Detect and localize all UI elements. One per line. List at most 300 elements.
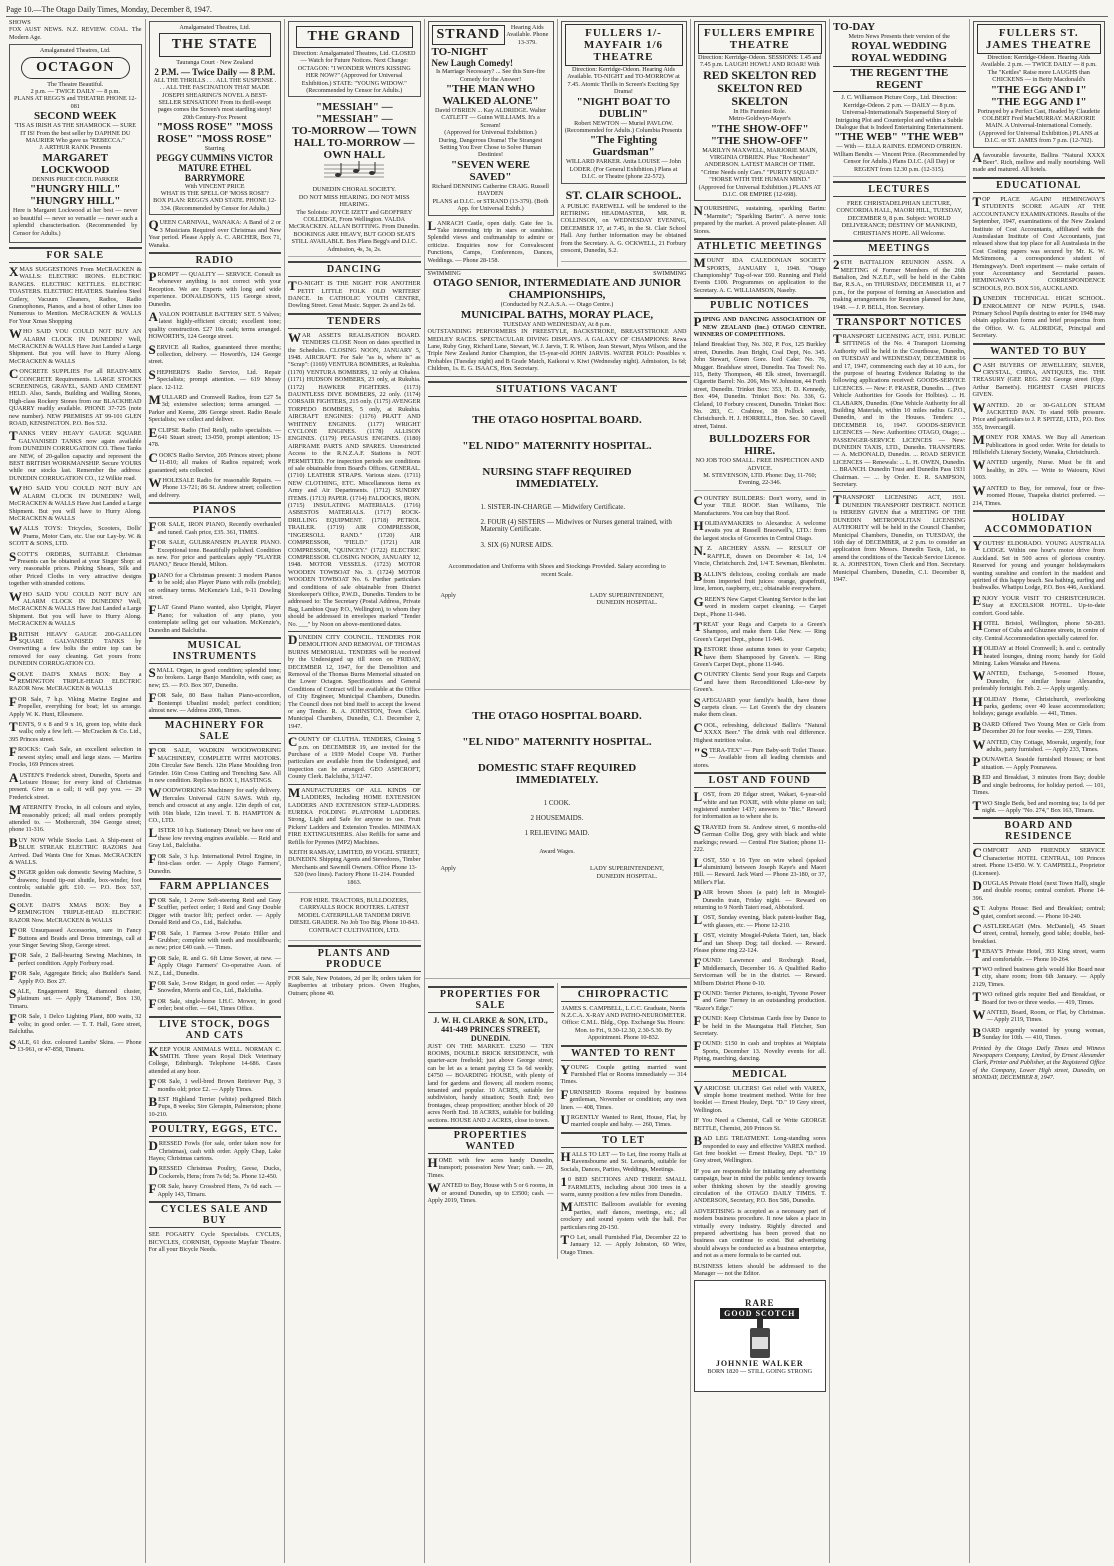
business-notice: BUSINESS letters should be addressed to the Manager — not the Editor.: [693, 1262, 826, 1277]
classified-ad: WANTED urgently, Nurse. Must be fit and healthy, in 20's. — Write to Waiouru, Kiwi 1003.: [972, 457, 1105, 482]
grand-logo: THE GRAND: [296, 26, 413, 48]
classified-ad: FOR Sale, 80 Bass Italian Piano-accordion, Bontempi Ubanlini model; perfect condition; almost new. — Address 2006, Times.: [148, 690, 281, 714]
classified-ad: MATERNITY Frocks, in all colours and styles, reasonably priced; all mail orders promptly attended to. — Mothercraft, 394 George street; phone 11-316.: [9, 802, 142, 834]
st-james-cast: Portrayed by a Perfect Cast, Headed by Claudette COLBERT Fred MacMURRAY. MARJORIE MAIN. A Universal-International Comedy. (Approved for Universal Exhibition.) PLANS at D.I.C. or ST. JAMES from 7 p.m. (12-702).: [977, 107, 1101, 145]
divider: [288, 784, 421, 785]
classified-ad: HOLIDAYMAKERS to Alexandra: A welcome awaits you at Russell Bracewell's, LTD.: from the largest stocks of Groceries in Central Otago.: [693, 518, 826, 542]
properties-wanted-list: [428, 1157, 554, 1204]
classified-ad: MULLARD and Cromwell Radios, from £27 5s 3d; extensive selection; terms arranged. — Parker and Keene, 286 George street. Radio Resale Specialists; we collect and deliver.: [148, 392, 281, 424]
classified-ad: BOARD urgently wanted by young woman, Sunday for 10th. — 410, Times.: [972, 1024, 1105, 1042]
octagon-sub: The Theatre Beautiful.: [47, 80, 104, 88]
column-5: [691, 19, 831, 1563]
domestic-required: DOMESTIC STAFF REQUIRED IMMEDIATELY.: [477, 761, 637, 786]
classified-ad: PAIR brown Shoes (a pair) left in Mosgiel-Dunedin train, Friday night. — Reward on returning to 9 North Taieri road, Abbotsford.: [693, 887, 826, 911]
classified-ad: WHOLESALE Radio for reasonable Repairs. — Phone 13-721; 86 St. Andrew street; collection and delivery.: [148, 475, 281, 499]
classified-ad: CASTLEREAGH (Mrs. McDaniel), 45 Stuart street, central, homely, good table; double, bed-breakfast.: [972, 920, 1105, 945]
strand-ad: [428, 21, 554, 216]
classified-ad: WANTED, Exchange, 5-roomed House, Dunedin, for similar house Alexandra, preferably fortnight. Feb. 2. — Apply urgently.: [972, 668, 1105, 693]
classified-ad: FOR Sale, single-horse I.H.C. Mower, in good order; best offer. — 641, Times Office.: [148, 995, 281, 1013]
classified-ad: CONCRETE SUPPLIES For all READY-MIX CONCRETE Requirements. LARGE STOCKS SCREENINGS, GRAVEL, SAND AND CEMENT HELD. Also, Sands, Building and Walling Stones, High-class Rockery Stones from our BLACKHEAD QUARRY readily available. PHONE 37-725 (note new number). NEW PREMISES AT 99-101 GLEN ROAD, KENSINGTON. P.O. Box 532.: [9, 366, 142, 428]
swimming-events: OUTSTANDING PERFORMERS IN FREESTYLE, BACKSTROKE, BREASTSTROKE AND MEDLEY RACES. SPECTACULAR DIVING DISPLAYS. A GALAXY OF CHAMPIONS: Rewa Lane, Ruby Gray, Richard Lane, Stewart, W. J. Jarvis, T. R. Wilson, Jean Stewart, Myra Wilson, and the Triple New Zealand Junior Champion, the 15-year-old JOHN JARVIS. WATER POLO: Possibles v. Probables (Tuesday night) and B Grade Match, Kaikorai v. Kiwi (Wednesday night). Admission, 1s 6d; Children, 1s. E. G. ISAACS, Hon. Secretary.: [427, 328, 687, 373]
lanrach-notice: LANRACH Castle, open daily. Gate fee 1s. Take interesting trip in stars or sunshine. Splendid views and craftmanship to admire or criticize. Enquiries now for Convalescent Functions, Camps, Conferences, Dances, Weddings. — Phone 28-158.: [427, 217, 554, 264]
octagon-intro: 'TIS AS IRISH AS THE SHAMROCK — SURE IT IS! From the best seller by DAPHNE DU MAURIER Who gave us "REBECCA.": [14, 122, 136, 145]
classified-ad: HOLIDAY Home, Christchurch, overlooking parks, gardens; over 40 lease accommodation; holidays; garage available. — 441, Times.: [972, 693, 1105, 718]
regent-ad: [833, 21, 966, 177]
octagon-blurb: Here is Margaret Lockwood at her best — never so beautiful — never so versatile — never such a splendid characterisation. (Recommended by Censor for Adults.): [13, 207, 138, 237]
state-ad: [149, 21, 282, 215]
strand-plans: PLANS at D.I.C. or STRAND (13-379). (Both App. for Universal Exhib.): [432, 197, 549, 213]
board-list: [972, 877, 1106, 1042]
public-notices-heading: PUBLIC NOTICES: [694, 297, 827, 313]
dancing-heading: DANCING: [288, 261, 421, 277]
mayfair-ad: [561, 21, 687, 184]
strand-hearing: Hearing Aids Available. Phone 13-379.: [506, 24, 549, 46]
classified-ad: DRESSED Christmas Poultry, Geese, Ducks, Cockerels, Hens; from 7s 6d; 5s. Phone 12-450.: [148, 1163, 281, 1180]
classified-ad: FOR Sale, 1 Delco Lighting Plant, 800 watts, 32 volts; in good order. — T. T. Hall, Gore street, Balclutha.: [9, 1011, 142, 1036]
classified-ad: YOUNG Couple getting married want Furnished Flat or Rooms immediately — 314 Times.: [560, 1061, 687, 1086]
rent-list: [560, 1061, 687, 1129]
swimming-venue: MUNICIPAL BATHS, MORAY PLACE,: [460, 308, 654, 321]
swimming-conducted: (Conducted by N.Z.A.S.A. — Otago Centre.): [500, 301, 614, 309]
cycles-ad: SEE FOGARTY Cycle Specialists. CYCLES, BICYCLES, CORNISH, Opposite Mayfair Theatre. For all your Bicycle Needs.: [148, 1231, 281, 1253]
classified-ad: FROCKS: Cash Sale, an excellent selection in newest styles; small and large sizes. — Martins Frocks, 169 Princes street.: [9, 744, 142, 769]
situations-heading: SITUATIONS VACANT: [428, 381, 687, 397]
classified-ad: WANTED to Buy, House with 5 or 6 rooms, in or around Dunedin, up to £3500; cash. — Apply 2019, Times.: [427, 1180, 554, 1205]
regent-name: THE REGENT THE REGENT: [833, 66, 966, 92]
empire-star: RED SKELTON RED SKELTON RED SKELTON: [703, 67, 817, 108]
classified-ad: GREEN'S New Carpet Cleaning Service is the last word in modern carpet cleaning. — Carpet Dept., Phone 11-946.: [693, 593, 826, 618]
classified-ad: FOUND: Lawrence and Roxburgh Road, Middlemarch, December 16. A Qualified Radio Serviceman will be in the district. — Reward. Milburn District Phone 0-10.: [693, 955, 826, 987]
classified-ad: COUNTRY BUILDERS: Don't worry, send in your TILE ROOF. Stan Williams, Tile Manufacturers. You can buy that Roof.: [693, 492, 826, 517]
messiah-bookings: BOOKINGS ARE HEAVY, BUT GOOD SEATS STILL AVAILABLE. Box Plans Begg's and D.I.C. Admission, 4s, 3s, 2s.: [291, 230, 417, 253]
strand-comedy-desc: Is Marriage Necessary? ... See this Sure-fire Comedy for the Answer!: [435, 68, 546, 83]
hotel-central-ad: COMFORT AND FRIENDLY SERVICE Characterise HOTEL CENTRAL, 100 Princes street. Phone 13-850. W. Y. CAMPBELL, Proprietor (Licensee).: [972, 845, 1105, 877]
classified-ad: FOR Sale, 1 2-row Soft-steering Reid and Gray Scuffler, perfect order; 1 Reid and Gray Double Digger with tractor lift; perfect order. — Apply Donald Reid and Co., Ltd., Balclutha.: [148, 894, 281, 927]
swimming-title: OTAGO SENIOR, INTERMEDIATE AND JUNIOR CHAMPIONSHIPS,: [432, 277, 682, 302]
classified-ad: FOUND: £150 in cash and trophies at Waipiata Sports, December 13. Novelty events for all. Piping, marching, dancing.: [693, 1038, 826, 1063]
choral-society: DUNEDIN CHORAL SOCIETY.: [312, 186, 396, 194]
classified-ad: SOLVE DAD'S XMAS BOX: Buy a REMINGTON TRIPLE-HEAD ELECTRIC RAZOR Now. McCRACKEN & WALLS: [9, 900, 142, 924]
columns: [6, 19, 1108, 1563]
divider: [288, 733, 421, 734]
wanted-to-buy-heading: WANTED TO BUY: [973, 343, 1106, 359]
holiday-heading: HOLIDAY ACCOMMODATION: [973, 510, 1106, 537]
hospital-board-1: THE OTAGO HOSPITAL BOARD.: [472, 413, 642, 426]
lost-found-list: [694, 791, 827, 1062]
classified-ad: FOR Sale, 1 Farmea 3-row Potato Hiller and Grubber; complete with teeth and mouldboards; as new; price £40 cash. — Times.: [148, 927, 281, 952]
properties-wanted-heading: PROPERTIES WANTED: [428, 1127, 554, 1154]
money-xmas-ad: MONEY FOR XMAS. We Buy all American Publications in good order. Write for details to Hillsfield's Literary Society, Wanaka, Christchurch.: [972, 432, 1105, 457]
advert-notice: IF you are responsible for initiating any advertising campaign, bear in mind the public tendency towards sober thinking shown by the steadily growing circulation of the OTAGO DAILY TIMES. T. ANDERSON, Secretary, P.O. Box 586, Dunedin.: [693, 1167, 826, 1205]
strand-film-title-2: "SEVEN WERE SAVED": [451, 158, 530, 183]
classified-ad: FOR Sale, 3-row Ridger, in good order. — Apply Snowden, Morris and Co., Ltd., Balclutha.: [148, 977, 281, 995]
classified-ad: DRESSED Fowls (for sale, order taken now for Christmas), cash with order. Apply Chap, Lake Hayes; Christmas cartons.: [148, 1138, 281, 1163]
theatre-company: Amalgamated Theatres, Ltd.: [39, 47, 111, 55]
empire-funniest: In His Funniest Role.: [733, 107, 787, 115]
classified-ad: FOR Unsurpassed Accessories, sure in Fancy Buttons and Braids and Dress trimmings, call at your Singer Sewing Shop, George street.: [9, 925, 142, 950]
poultry-list: [149, 1140, 282, 1198]
nursing-lady-super: LADY SUPERINTENDENT, DUNEDIN HOSPITAL.: [589, 592, 664, 607]
classified-ad: LOST, vicinity Mosgiel-Puketa Taieri, tan, black and tan Sheep Dog; tail docked. — Reward. Please phone ring 22-124.: [693, 930, 826, 954]
classified-ad: FOR Sale, 7 h.p. Viking Marine Engine and Propeller, everything for boat; let us arrange. Apply W. K. Hunt, Ellesmere.: [9, 693, 142, 718]
upper-pair: [425, 19, 690, 267]
war-assets-tender: WAR ASSETS REALISATION BOARD. TENDERS CLOSE Noon on dates specified in the Schedules. CLOSING NOON, JANUARY 5, 1948. AIRCRAFT. For Sale "as is, where is" as "Scrap": (1169) VENTURA BOMBERS, at Rukuhia. (1170) VENTURA BOMBERS, 12 only at Ohakea. (1171) HUDSON BOMBERS, 23 only, at Rukuhia. (1172) HAWKER FIGHTERS. (1173) DAUNTLESS DIVE BOMBERS, 22 only. (1174) CORSAIR FIGHTERS, 215 only. (1175) AVENGER TORPEDO BOMBERS, 5 only, at Rukuhia. AIRCRAFT ENGINES: (1176) PRATT AND WHITNEY ENGINES. (1177) WRIGHT CYCLONE ENGINES. (1178) ALLISON ENGINES. (1179) PEGASUS ENGINES. (1180) AIRFRAME PARTS AND SPARES. Unrestricted Access to the R.N.Z.A.F. Stations is NOT PERMITTED. For inspection periods see conditions of sale obtainable from Board's Offices. GENERAL. (1710) LEATHER STRAPS. Various sizes. (1711) NEW CLOTHING, ETC. Miscellaneous items ex Army and Air Departments. (1712) SUNDRY ITEMS. (1713) PAPER. (1714) FALDOCKS, IRON. (1715) INSULATING MATERIALS. (1716) ASBESTOS MATERIALS. (1717) ROCK-DRILLING EQUIPMENT. (1718) PETROL TRAILER. (1719) AIR COMPRESSOR, "INGERSOLL RAND." (1720) AIR COMPRESSOR, "FIELD." (1721) AIR COMPRESSOR, "QUINCEY." (1722) ELECTRIC COMPRESSOR. CLOSING NOON, JANUARY 12, 1948. MOTOR VESSELS. (1723) MOTOR WOODEN TOWBOAT No. 3. (1724) MOTOR WOODEN TOWBOAT No. 6. Further particulars and conditions of sale obtainable from District Storekeeper's Office, P.W.D., Dunedin. Tenders to be addressed to: The Secretary (Postal Address, Private Bag, Lambton Quay P.O., Wellington), to whom they should be addressed in envelopes marked "Tender No. ___" by Noon on above-mentioned dates.: [288, 329, 421, 628]
classified-ad: FOR Sale, R. and G. 6ft Lime Sower, at new. — Apply Otago Farmers' Co-operative Assn. of N.Z., Ltd., Dunedin.: [148, 952, 281, 977]
state-film-title: "MOSS ROSE" "MOSS ROSE" "MOSS ROSE": [156, 121, 273, 146]
classified-ad: WANTED to Buy, for removal, four or five-roomed House, Tuapeka district preferred. — 214, Times.: [972, 482, 1105, 507]
campbell-ad: JAMES S. CAMPBELL, L.C.C. Graduate, Norris N.Z.C.A. X-RAY AND PATHO-NEUROMETER. Office: C.M.L. Bldg., Opp. Exchange Sta. Hours: Mon. to Fri., 9.30-12.30, 2.30-5.30. By Appointment. Phone 10-832.: [561, 1004, 686, 1042]
classified-ad: BOARD Offered Two Young Men or Girls from December 20 for four weeks. — 239, Times.: [972, 718, 1105, 736]
classified-ad: HALLS TO LET — To Let, fine roomy Halls at Ravensbourne and St. Leonards, suitable for Socials, Dances, Parties, Weddings, Meetings.: [560, 1148, 687, 1173]
cycles-heading: CYCLES SALE AND BUY: [149, 1201, 282, 1228]
lectures-heading: LECTURES: [833, 181, 966, 197]
plants-ad: FOR Sale, New Potatoes, 2d per lb; orders taken for Raspberries at tributary prices. Owen Hughes, Outram; phone 40.: [288, 975, 421, 997]
musical-heading: MUSICAL INSTRUMENTS: [149, 637, 282, 664]
classified-ad: BRITISH HEAVY GAUGE 200-GALLON SQUARE GALVANISED TANKS by Overwriting a few bolts the entire top can be removed for easy cleaning. Get yours from: DUNEDIN CORRUGATION CO.: [9, 628, 142, 668]
domestic-lady-super: LADY SUPERINTENDENT, DUNEDIN HOSPITAL.: [589, 865, 664, 880]
classified-ad: FOUND: Keep Christmas Cards free by Dance to be held in the Maungatua Hall Fletcher, Sun Secretary.: [693, 1013, 826, 1038]
strand-logo: STRAND: [432, 25, 506, 45]
classified-ad: LOST, 550 x 16 Tyre on wire wheel (spoked aluminium) between Joseph Kaye's and Maori Hill. — Reward. Jack Ward — Phone 23-180, or 37, Miller's Flat.: [693, 854, 826, 886]
state-company: Amalgamated Theatres, Ltd.: [179, 24, 251, 31]
octagon-plans: PLANS AT REGG'S and THEATRE PHONE 12-081: [13, 95, 137, 110]
clutha-tender: COUNTY OF CLUTHA. TENDERS, Closing 5 p.m. on DECEMBER 19, are invited for the Purchase of a 1939 Model Coupe V8. Further particulars are available from the Undersigned, and inspection can be arranged. GEO ASHCROFT, County Clerk. Balclutha, 3/12/47.: [288, 734, 421, 781]
hemingway-ad: TOP PLACE AGAIN! HEMINGWAY'S STUDENTS SCORE AGAIN AT THE ACCOUNTANCY EXAMINATIONS. Results of the September, 1947, examinations of the New Zealand Institute of Cost Accountants, affiliated with the Australasian Institute of Cost Accountants, just released show that top place for all Australasia in the Cost Costing papers was secured by Mr. K. W. McSimmons, a correspondence student of Hemingway's. Don't experiment — make certain of your Accountancy and Secretarial passes. HEMINGWAY'S CORRESPONDENCE SCHOOLS, P.O. BOX 516, AUCKLAND.: [972, 193, 1105, 292]
el-nido-1: "EL NIDO" MATERNITY HOSPITAL.: [462, 439, 652, 452]
classified-ad: TANKS VERY HEAVY GAUGE SQUARE GALVANISED TANKS now again available from DUNEDIN CORRUGATION CO. These Tanks are NEW, of 20-gallon capacity and represent the BEST BRITISH WORKMANSHIP. Secure YOURS while our stocks last. Remember the address: DUNEDIN CORRUGATION CO., 12 Wilkie road.: [9, 428, 142, 482]
octagon-ad: [9, 44, 142, 243]
st-james-ad: [973, 21, 1106, 148]
octagon-star: MARGARET LOCKWOOD: [41, 151, 110, 176]
tolet-list: [560, 1148, 687, 1256]
classified-ad: FOR Sale, Aggregate Brick; also Builder's Sand. Apply P.O. Box 27.: [9, 968, 142, 985]
plants-heading: PLANTS AND PRODUCE: [288, 945, 421, 972]
classified-ad: SERVICE all Radios, guaranteed three months; collection, delivery. — Howorth's, 124 George street.: [148, 341, 281, 366]
classified-ad: SMALL Organ, in good condition; splendid tone; no brokers. Large Banjo Mandolin, with case; as new; £5. — P.O. Box 307, Dunedin.: [148, 664, 281, 689]
state-plans: BOX PLAN: REGG'S AND STATE. PHONE 12-334. (Recommended by Censor for Adults.): [153, 197, 277, 212]
list-item: 1 RELIEVING MAID.: [524, 829, 590, 838]
tenders-heading: TENDERS: [288, 313, 421, 329]
column-7: [970, 19, 1109, 1563]
classified-ad: WHO SAID YOU COULD NOT BUY AN ALARM CLOCK IN DUNEDIN? Well, McCRACKEN & WALLS Have Just Landed a Large Shipment. But you will have to Hurry Along. McCRACKEN & WALLS: [9, 588, 142, 628]
mayfair-cast: Robert NEWTON — Muriel PAVLOW. (Recommended for Adults.) Columbia Presents: [564, 119, 683, 135]
classified-ad: N.Z. ARCHERY ASSN. — RESULT OF RAFFLE, drawn on December 4: 1st, 1/4 Vincie, Christchurch. 2nd, 1/4 T. Sewman, Blenheim.: [693, 543, 826, 568]
classified-ad: MAJESTIC Ballroom available for evening parties, staff dances, meetings, etc.; all crockery and sound system with the hall. For particulars ring 20-150.: [560, 1199, 687, 1231]
swimming-left: SWIMMING: [427, 269, 461, 277]
classified-ad: FOUND: Terrier Pictures, to-night, Tyvone Power and Gene Tierney in an outstanding production. "Razor's Edge.": [693, 988, 826, 1012]
eldorado-ad: YOUTHS' ELDORADO. YOUNG AUSTRALIA LODGE. Within one hour's motor drive from Auckland. Set in 500 acres of glorious country. Reserved for young and younger holidaymakers wanting sunshine and comfort in the maddest and spirited of this happy beach. Sea bathing, surfing and bushwalks. Whatipu Lodge, P.O. Box 446, Auckland.: [972, 537, 1105, 592]
regent-cast: — With — ELLA RAINES. EDMOND O'BRIEN. William Bendix — Vincent Price. (Recommended by Censor for Adults.) Plans D.I.C. (All Day) or REGENT from 12.30 p.m. (12-315).: [833, 143, 966, 173]
transport-heading: TRANSPORT NOTICES: [833, 314, 966, 330]
musical-list: [148, 664, 282, 714]
column-4-5: [425, 19, 691, 1563]
educational-heading: EDUCATIONAL: [973, 177, 1106, 193]
regent-metro: Metro News Presents their version of the: [848, 33, 950, 40]
keith-ramsay-ad: [288, 849, 421, 893]
regent-today: TO-DAY: [833, 21, 876, 33]
classified-ad: FOR Sale, 1 well-bred Brown Retriever Pup, 3 months old; price £2. — Apply Times.: [148, 1076, 281, 1093]
mayfair-logo: FULLERS 1/- MAYFAIR 1/6 THEATRE: [565, 24, 683, 66]
octagon-times: 2 p.m. — TWICE DAILY — 8 p.m.: [30, 88, 120, 96]
column-4b-bottom: [557, 983, 687, 1260]
classified-ad: FOR SALE, GULBRANSEN PLAYER PIANO. Exceptional tone. Beautifully polished. Condition as new. For price and particulars apply "PLAYER PIANO," Bruce Herald, Milton.: [148, 537, 281, 569]
classified-ad: FURNISHED Rooms required by business gentleman, November or condition; any own linen. — 408, Times.: [560, 1086, 687, 1111]
column-2: [146, 19, 286, 1563]
hospital-domestic-ad: [425, 694, 690, 979]
piping-winners: Inland Breakfast Tray, No. 302, P. Fox, 125 Burkley street, Dunedin. Jean Bright, Coal Dept, No. 345. John Stewart, Green Gore. Iced Cake: No. 76, Mugger. Bradshaw street, Dunedin. Tea Towel: No. 115, Betty Thompson, 48 Elk street, Invercargill. Cigarette Barrel: No. 206, Mrs W. Johnston, 44 Forth street, Dunedin. Trinket Box: 353, H. D. Kennedy, Box 494, Dunedin. Trinket Box: No. 336, G. Cleland, 10 Forbury crescent, Dunedin. Trinket Box: No. 283, C. Crabtree, 38 Pollock street, Christchurch. H. J. HORRELL, Hon. Sec. 30 Cavell street, Tainui.: [693, 341, 826, 430]
holiday-list: [972, 617, 1106, 814]
strand-cast: David O'BRIEN ... Kay ALDRIDGE. Walter CATLETT — Guinn WILLIAMS. It's a Scream!: [435, 107, 546, 129]
list-item: 3. SIX (6) NURSE AIDS.: [480, 540, 553, 549]
divider: [288, 631, 421, 632]
lower-pair: [425, 983, 690, 1260]
list-item: 1 COOK.: [543, 798, 571, 807]
classified-ad: WANTED, Board, Room, or Flat, by Christmas. — Apply 2119, Times.: [972, 1007, 1105, 1024]
music-notes-icon: [324, 161, 384, 181]
swimming-date: TUESDAY AND WEDNESDAY, At 8 p.m.: [502, 320, 612, 328]
printer-imprint: Printed by the Otago Daily Times and Witness Newspapers Company, Limited, by Ernest Alexander Clark, Printer and Publisher, at the Registered Office of the Company, Lower High street, Dunedin, on MONDAY, DECEMBER 8, 1947.: [972, 1044, 1105, 1082]
messiah-miss: DO NOT MISS HEARING. DO NOT MISS HEARING.: [298, 193, 410, 209]
column-3: [285, 19, 425, 1563]
machinery-list: [149, 747, 282, 875]
meetings-heading: MEETINGS: [833, 240, 966, 256]
classified-ad: TWO Single Beds, bed and morning tea; 1s 6d per night. — Apply "No. 274," Box 163, Timaru.: [972, 797, 1105, 814]
list-item: 2 HOUSEMAIDS.: [530, 814, 584, 822]
bulldozer-sub: NO JOB TOO SMALL. FREE INSPECTION AND ADVICE.: [695, 457, 825, 472]
messiah-tomorrow: TO-MORROW — TOWN HALL TO-MORROW — OWN HALL: [292, 125, 417, 162]
poultry-heading: POULTRY, EGGS, ETC.: [149, 1121, 282, 1137]
classified-ad: RESTORE those autumn tones to your Carpets; have them Shampooed by Green's. — Ring Green's Carpet Dept., phone 11-946.: [693, 644, 826, 668]
column-4b-top: [557, 19, 687, 267]
state-starring: Starring: [204, 145, 225, 153]
column-4-bottom: [428, 983, 554, 1260]
bulldozer-title: BULLDOZERS FOR HIRE.: [709, 433, 811, 458]
octagon-presenter: J. ARTHUR RANK Presents: [39, 144, 111, 152]
for-sale-list: [9, 263, 142, 1053]
scotch-label: GOOD SCOTCH: [720, 1308, 799, 1319]
lost-found-heading: LOST AND FOUND: [694, 772, 827, 788]
st-clair-text: A PUBLIC FAREWELL will be tendered to the RETIRING HEADMASTER, MR. R. COLLINSON, on WEDNESDAY EVENING, DECEMBER 17, at 7.45, in the St. Clair School Hall. Any further information may be obtained from the Secretary. A. G. OCKWELL, 21 Forbury crescent, Dunedin, S.2.: [560, 202, 687, 255]
domestic-posts: [441, 800, 674, 838]
pianos-heading: PIANOS: [149, 502, 282, 518]
clarke-name: J. W. H. CLARKE & SON, LTD., 441-449 PRINCES STREET, DUNEDIN.: [433, 1015, 548, 1043]
octagon-film-title: "HUNGRY HILL" "HUNGRY HILL": [29, 183, 121, 208]
classified-ad: WOODWORKING Machinery for early delivery. Hercules Universal GUN SAWS. With rip, trench and crosscut at any angle. 12in depth of cut, with 16in blade, 12in travel. T. B. HAMPTON & CO., LTD.: [148, 785, 281, 825]
classified-ad: ST. Aubyns House: Bed and Breakfast; central; quiet, comfort second. — Phone 10-240.: [972, 903, 1105, 920]
classified-ad: SALE, Engagement Ring, diamond cluster, platinum set. — Apply 'Diamond', Box 130, Timaru.: [9, 986, 142, 1010]
hospital-board-2: THE OTAGO HOSPITAL BOARD.: [472, 709, 642, 722]
classified-ad: WALLS TOYS: Tricycles, Scooters, Dolls' Prams, Motor Cars, etc. Use our Lay-by. W. & SCOTT & SONS, LTD.: [9, 523, 142, 548]
johnnie-walker-brand: JOHNNIE WALKER: [715, 1358, 804, 1368]
ballins-ad: Afavourable favourite, Ballins "Natural XXXX Beer". Rich, mellow and really nourishing. Well made and matured. All hotels.: [972, 149, 1105, 174]
machinery-heading: MACHINERY FOR SALE: [149, 717, 282, 744]
classified-ad: LOST, from 20 Edgar street, Wakari, 6-year-old white and tan FOXIE, with white plume on tail; registered number 1437; answers to "Bic." Reward for information as to where she is.: [693, 789, 826, 821]
classified-ad: COUNTRY Clients: Send your Rugs and Carpets and have them Reconditioned Like-new by Green's.: [693, 669, 826, 694]
classified-ad: SINGER golden oak domestic Sewing Machine, 5 drawers; found tip-out shuttle, box-winder, foot controls; suitable gift. £10. — P.O. Box 537, Dunedin.: [9, 867, 142, 899]
state-with: With VINCENT PRICE: [184, 182, 245, 190]
state-stars: PEGGY CUMMINS VICTOR MATURE ETHEL BARRYMORE: [156, 152, 274, 183]
classified-ad: STRAYED from St. Andrew street, 6 months-old German Collie Dog, grey with black and white markings; reward. — Central Fire Station; phone 11-222.: [693, 821, 826, 854]
messiah-ad: [288, 101, 421, 257]
classified-ad: URGENTLY Wanted to Rent, House, Flat, by married couple and baby. — 260, Times.: [560, 1112, 687, 1129]
whisky-bottle-icon: [747, 1319, 773, 1359]
grand-ad: [288, 21, 421, 97]
classified-ad: FOR SALE, WADKIN WOODWORKING MACHINERY, COMPLETE WITH MOTORS. 20in Circular Saw Bench. 12in Plane Moulding Iron Grinder. 16in Cross Cutting and Trenching Saw. All in new condition. Replies to BOX 1, HASTINGS.: [148, 745, 281, 785]
classified-ad: WHO SAID YOU COULD NOT BUY AN ALARM CLOCK IN DUNEDIN? Well, McCRACKEN & WALLS Have Just Landed a Large Shipment. But you will have to Hurry Along. McCRACKEN & WALLS: [9, 483, 142, 522]
empire-mgm: Metro-Goldwyn-Mayer's: [728, 115, 791, 123]
classified-ad: WHO SAID YOU COULD NOT BUY AN ALARM CLOCK IN DUNEDIN? Well, McCRACKEN & WALLS Have Just Landed a Large Shipment. But you will have to Hurry Along. McCRACKEN & WALLS: [9, 326, 142, 365]
classified-ad: POUNAWEA Seaside furnished Houses; or best situation. — Apply Pounawea.: [972, 754, 1105, 771]
st-clair-title: ST. CLAIR SCHOOL.: [565, 187, 682, 202]
classified-ad: SAFEGUARD your family's health, have those carpets clean. — Let Green's the dry cleaners make them clean.: [693, 694, 826, 719]
strand-approved: (Approved for Universal Exhibition.): [444, 129, 537, 137]
column-4-top: [428, 19, 554, 267]
mayfair-direction: Direction: Kerridge-Odeon. Hearing Aids Available. TO-NIGHT and TO-MORROW at 7.45. Atomic Thrills in Screen's Exciting Spy Drama!: [567, 66, 680, 96]
classified-ad: DOUGLAS Private Hotel (next Town Hall), single and double rooms; central comfort. Phone 14-396.: [972, 877, 1105, 902]
messiah-title: "MESSIAH" — "MESSIAH" —: [315, 101, 393, 126]
public-notices-list: [693, 492, 827, 769]
athletic-heading: ATHLETIC MEETINGS: [694, 238, 827, 254]
classified-ad: BUY NOW While Stocks Last. A Ship-ment of BLUE STREAK ELECTRIC RAZORS Just Arrived. Dad Wants One for Xmas. McCRACKEN & WALLS.: [9, 834, 142, 866]
farm-heading: FARM APPLIANCES: [149, 878, 282, 894]
column-1: [6, 19, 146, 1563]
newsreel-list: FOX AUST NEWS. N.Z. REVIEW. COAL. The Modern Age.: [9, 26, 142, 41]
nursing-posts: [441, 504, 674, 550]
st-james-logo: FULLERS ST. JAMES THEATRE: [977, 24, 1102, 54]
nourish-ad: NOURISHING, sustaining, sparkling Barim: "Marmite"; "Sparkling Barim". A nerve tonic prepared by the market. A proved palate-pleaser. All Stores.: [693, 203, 826, 235]
rent-heading: WANTED TO RENT: [561, 1045, 687, 1061]
classified-ad: 10 BED SECTIONS AND THREE SMALL FARMLETS, including about 300 trees in a warm, sunny position a few miles from Dunedin.: [560, 1174, 687, 1198]
mayfair-cast-2: WILLARD PARKER. Anita LOUISE — John LODER. (For General Exhibition.) Plans at D.I.C. or Theatre (phone 22-572).: [566, 158, 681, 181]
classified-ad: SCOTT'S ORDERS, SUITABLE Christmas Presents can be obtained at your Singer Shop: at very reasonable prices. Pinking Shears, Silk and other Priced Cloths in very attractive designs together with stranded cottons.: [9, 548, 142, 588]
classified-ad: HOLIDAY at Hotel Cromwell; h. and c. centrally heated lounges, dining room; handy for Gold Mining. Lakes Wanaka and Hawea.: [972, 643, 1105, 667]
nursing-apply: Apply: [440, 592, 456, 600]
octagon-cast: DENNIS PRICE CECIL PARKER: [32, 175, 119, 183]
empire-film-title: "THE SHOW-OFF" "THE SHOW-OFF": [710, 122, 809, 147]
classified-ad: BEST Highland Terrier (white) pedigreed Bitch Pups, 8 weeks; Sire Glenspin, Palmerston; phone 10-210.: [148, 1094, 281, 1118]
st-james-film-title: "THE EGG AND I" "THE EGG AND I": [990, 83, 1087, 108]
classified-ad: HOTEL Bristol, Wellington, phone 50-283. Corner of Cuba and Ghuznee streets, in centre of city. Central Accommodation specially catered for.: [972, 617, 1105, 642]
list-item: 2. FOUR (4) SISTERS — Midwives or Nurses general trained, with Maternity Certificate.: [480, 518, 672, 534]
state-tag: WHAT IS THE SPELL OF 'MOSS ROSE'?: [160, 190, 269, 198]
mount-ida-ad: MOUNT IDA CALEDONIAN SOCIETY SPORTS, JANUARY 1, 1948. "Otago Championship" Tug-of-war £60. Running and Field Events £100. Programmes on application to the Secretary. A. C. WILLIAMSON, Naseby.: [693, 255, 826, 294]
classified-ad: WANTED, City Cottage, Moeraki, urgently, four adults, party furnished. — Apply 233, Times.: [972, 736, 1105, 754]
state-logo: THE STATE: [159, 33, 272, 57]
strand-film-title: "THE MAN WHO WALKED ALONE": [442, 83, 539, 108]
for-sale-heading: FOR SALE: [9, 247, 142, 263]
divider: [833, 491, 966, 492]
strand-drama: During, Dangerous Drama! The Strangest Setting You Ever Chose to Solve Human Destinies!: [438, 136, 543, 159]
radio-list: [148, 268, 282, 499]
classified-ad: PIANO for a Christmas present: 3 modern Pianos to be sold; also Player Piano with rolls (mobile); on ordinary terms. McKenzie's Ltd., 9-11 Dowling street.: [148, 569, 281, 601]
transport-licensing: TRANSPORT LICENSING ACT, 1931. PUBLIC SITTINGS of the No. 4 Transport Licensing Authority will be held in the Courthouse, Dunedin, on TUESDAY and WEDNESDAY, DECEMBER 16 and 17, 1947, commencing each day at 10 a.m., for the purpose of hearing Evidence Relating to the following applications received: GOODS-SERVICE LICENCES. — New: F. FRASER, Dunedin. ... (Two Vehicle Authorities for Goods for Holbies). ... H. CLABARN, Dunedin. (One Vehicle Authority for all Building Materials, within 10 miles radius G.P.O., Dunedin, and in the Houses. Tenders: ... DECEMBER 16, 1947. GOODS-SERVICE LICENCES — New: Authorities: OTAGO, Otago; ... PASSENGER-SERVICE LICENCES — New: DUNEDIN TAXIS, LTD., Dunedin. TRANSFERS. — A. McDONALD, Dunedin. ... ROAD SERVICE LICENCES — Renewals: ... L. H. OWEN, Dunedin. ... BRANCH. Dunedin Trust and Dunedin Pass 1931 Chairman. — ... by Order. E. R. SAMPSON, Secretary.: [833, 330, 966, 489]
varicose-ad: VARICOSE ULCERS! Get relief with VAREX, simple home treatment method. Write for free booklet — Ernest Healey, Dept. "D." 19 Grey street, Wellington.: [693, 1082, 826, 1114]
farm-list: [148, 894, 282, 1013]
city-council-tender: DUNEDIN CITY COUNCIL. TENDERS FOR DEMOLITION AND REMOVAL OF THOMAS BURNS MEMORIAL. TENDERS will be received by the Undersigned up till noon on FRIDAY, DECEMBER 12, 1947, for the Demolition and Removal of the Thomas Burns Memorial situated on the Lower Octagon. Specifications and General Conditions of Contract will be available at the Office of City Engineer, Municipal Chambers, Dunedin. The Council does not bind itself to accept the lowest or any Tender. R. A. JOHNSTON, Town Clerk. Municipal Chambers, Dunedin, C.1. December 2, 1947.: [288, 631, 421, 730]
state-places: Tauranga Court · New Zealand: [176, 59, 254, 67]
classified-ad: TWO refined business girls would like Board near city, share room; from 6th January. — Apply 2129, Times.: [972, 964, 1105, 988]
cash-buyers-ad: CASH BUYERS OF JEWELLERY, SILVER, CRYSTAL, CHINA, ANTIQUES, Etc. THE TREASURY (GEE REG. 292 George street (Opp. Arthur Barnett's). HIGHEST CASH PRICES GIVEN.: [972, 359, 1105, 399]
classified-ad: FOR SALE, IRON PIANO, Recently overhauled and tuned. Cash price, £35. 361, TIMES.: [148, 519, 281, 536]
classified-ad: BALLIN'S delicious, cooling cordials are made from imported fruit juices: orange, grapefruit, lime, lemon, raspberry, etc.; obtainable everywhere.: [693, 568, 826, 593]
keith-ramsay-text: KEITH RAMSAY, LIMITED, 89 VOGEL STREET, DUNEDIN. Shipping Agents and Stevedores, Timber Merchants and Sawmill Owners. Office Phone 13-520 (two lines). Factory Phone 11-214. Founded 1863.: [288, 848, 421, 886]
rare-label: RARE: [744, 1297, 775, 1308]
page-header: Page 10.—The Otago Daily Times, Monday, December 8, 1947.: [6, 4, 1108, 17]
pianos-list: [149, 521, 282, 634]
classified-ad: SHEPHERD'S Radio Service, Ltd. Repair Specialists; prompt attention. — 619 Moray place. 12-112.: [148, 366, 281, 391]
state-intro: ALL THE THRILLS . . . ALL THE SUSPENSE . . . ALL THE FASCINATION THAT MADE JOSEPH SHEARING'S NOVEL A BEST-SELLER SENSATION! From its thrill-swept pages comes the Screen's most startling story! 20th Century-Fox Present: [153, 76, 277, 121]
classified-ad: FOR Sale, heavy Crossbred Hens, 7s 6d each. — Apply 143, Timaru.: [148, 1181, 281, 1198]
strand-comedy: New Laugh Comedy!: [431, 58, 514, 69]
classified-ad: LISTER 10 h.p. Stationary Diesel; we have one of these low revving engines available. — Reid and Gray Ltd., Balclutha.: [148, 825, 281, 850]
classified-ad: TENTS, 9 x 8 and 9 x 16, green top, white duck walls; only a few left. — McCracken & Co. Ltd., 395 Princes street.: [9, 719, 142, 743]
board-heading: BOARD AND RESIDENCE: [973, 817, 1106, 844]
excelsior-ad: ENJOY YOUR VISIT TO CHRISTCHURCH. Stay at EXCELSIOR HOTEL. Up-to-date comfort. Good table.: [972, 592, 1105, 617]
advertising-notice: ADVERTISING is accepted as a necessary part of modern business procedure. It now takes a place in virtually every industry. Rightly directed and prepared advertising has been proved that no business can continue to exist. But advertising should always be conducted as a business enterprise, and not as a mere formula to be carried out.: [693, 1207, 826, 1260]
classified-ad: BED and Breakfast, 3 minutes from Bay; double and single bedrooms, for holiday period. — 101, Times.: [972, 772, 1105, 797]
clarke-listings: JUST ON THE MARKET. £3250 — TEN ROOMS, DOUBLE BRICK RESIDENCE, with quarter-acre freehold; just above George street; can be let as a tenant paying £3 5s 6d weekly. £4750 — BOARDING HOUSE, with plenty of land for gardens and flowers; all modern rooms; tenanted and popular. 10 ACRES, suitable for subdivision, handy situation; South End; two frontages, cheap proposition; another block of 20 acres North End. 18 ACRES, suitable for building sections. HOUSE AND 2 ACRES, close to town.: [427, 1042, 554, 1124]
messiah-soloists: The Soloists: JOYCE IZETT and GEOFFREY COLLEDGE, From Wellington. VALDA McCRACKEN. ALLAN BOTTING. From Dunedin.: [288, 208, 420, 231]
carnival-notice: QUEEN CARNIVAL, WANAKA: A Band of 2 or 3 Musicians Required over Christmas and New Year period. Please Apply A. C. ARCHER, Box 71, Wanaka.: [148, 217, 281, 249]
regent-film-title: "THE WEB" "THE WEB": [834, 131, 965, 144]
classified-ad: "STERA-TEX" — Pure Baby-soft Toilet Tissue. — Available from all leading chemists and stores.: [693, 745, 826, 769]
born-label: BORN 1820 — STILL GOING STRONG: [707, 1367, 813, 1375]
octagon-second-week: SECOND WEEK: [33, 110, 117, 123]
hospital-nursing-ad: [425, 400, 690, 690]
classified-ad: AVALON PORTABLE BATTERY SET. 5 Valves; latest highly-efficient circuit; excellent tone; quality construction. £27 10s cash; terms arranged. HOWORTH'S, 124 George street.: [148, 308, 281, 341]
swimming-ad: [425, 269, 690, 377]
livestock-heading: LIVE STOCK, DOGS AND CATS: [149, 1016, 282, 1043]
radio-heading: RADIO: [149, 252, 282, 268]
livestock-list: [148, 1043, 282, 1119]
mayfair-film-title-2: "The Fighting Guardsman": [590, 134, 657, 159]
classified-ad: TEBAY'S Private Hotel, 393 King street, warm and comfortable. — Phone 10-264.: [972, 946, 1105, 963]
domestic-apply: Apply: [440, 865, 456, 873]
classified-ad: COOL, refreshing, delicious! Ballin's "Natural XXXX Beer." The drink with real difference. Highest nutrition value.: [693, 719, 826, 744]
state-times: 2 P.M. — Twice Daily — 8 P.M.: [154, 66, 276, 77]
dancing-ad: TO-NIGHT IS THE NIGHT FOR ANOTHER PETIT LITTLE FOLK OLD WRITERS' DANCE. In CATHOLIC YOUTH CENTRE, Dowling Street. Great Music. Supper. 2s and 2s 6d.: [288, 278, 421, 310]
classified-ad: HOME with few acres handy Dunedin, transport; possession New Year; cash. — 28, Times.: [427, 1155, 554, 1179]
octagon-logo: OCTAGON: [21, 57, 130, 79]
classified-ad: FLAT Grand Piano wanted, also Upright, Player Piano; for valuation of any piano, you contemplate selling get our valuation. McKenzie's, Dunedin and Balclutha.: [148, 602, 281, 634]
classified-ad: SALE, 61 doz. coloured Lambs' Skins. — Phone 13-961, or 47-858, Timaru.: [9, 1036, 142, 1053]
classified-ad: AUSTEN'S Frederick street, Dunedin, Sports and Leisure House; for every kind of Christmas present. Give us a call; it will pay you. — 29 Frederick street.: [9, 769, 142, 801]
medical-heading: MEDICAL: [694, 1066, 827, 1082]
empire-ad: [694, 21, 827, 201]
steam-pan-ad: WANTED. 20 or 30-GALLON STEAM JACKETED PAN. To stand 90lb pressure. Price and particulars to J. P. SPITZE, LTD., P.O. Box 355, Invercargill.: [972, 399, 1105, 431]
nursing-required: NURSING STAFF REQUIRED IMMEDIATELY.: [482, 465, 632, 490]
award-wages: Award Wages.: [539, 847, 575, 855]
lecture-ad: FREE CHRISTADELPHIAN LECTURE, CONCORDIA HALL, MAORI HILL, TUESDAY, DECEMBER 9, 8 p.m. Subject: WORLD DELIVERANCE; DESTINY OF MANKIND, CHRISTIAN'S HOPE. All Welcome.: [836, 200, 963, 237]
classified-ad: SOLVE DAD'S XMAS BOX: Buy a REMINGTON TRIPLE-HEAD ELECTRIC RAZOR Now. McCRACKEN & WALLS: [9, 668, 142, 693]
swimming-right: SWIMMING: [653, 269, 687, 277]
classified-ad: TREAT your Rugs and Carpets to a Green's Shampoo, and make them Like New. — Ring Green's Carpet Dept., phone 11-946.: [693, 618, 826, 643]
bulldozer-ad: [694, 433, 827, 491]
st-clair-notice: [561, 188, 687, 262]
classified-ad: FOR Sale, 2 Ball-bearing Sewing Machines, in perfect condition. Apply Forbury road.: [9, 950, 142, 967]
strand-cast-2: Richard DENNING Catherine CRAIG. Russell HAYDEN: [431, 182, 550, 198]
hire-text: FOR HIRE. TRACTORS, BULLDOZERS, CARRYALLS ROCK ROOTERS. LATEST MODEL CATERPILLAR TANDEM DRIVE DIESEL GRADER. No Job Too Big. Phone 10-843. CONTRACT CULTIVATION, LTD.: [289, 896, 419, 934]
classified-ad: ECLIPSE Radio (Ted Reid), radio specialists. — 641 Stuart street; 13-050, prompt attention; 13-478.: [148, 424, 281, 449]
royal-wedding: ROYAL WEDDING ROYAL WEDDING: [851, 40, 948, 65]
column-6: [830, 19, 970, 1563]
regent-universal: Universal-International's Suspenseful Story of Intriguing Plot and Counterplot and within a Subtle Dialogue that is Indeed Entertaining Entertainment.: [835, 109, 964, 132]
hire-ad: [288, 897, 421, 941]
classified-ad: TWO refined girls require Bed and Breakfast, or Board for two or three weeks. — 419, Times.: [972, 989, 1105, 1006]
johnnie-walker-ad: [694, 1280, 827, 1392]
classified-ad: PROMPT — QUALITY — SERVICE. Consult us whenever anything is not correct with your Reception. We are Experts with long and wide experience. DONALDSON'S, 115 George street, Dunedin.: [148, 268, 281, 308]
piping-heading: PIPING AND DANCING ASSOCIATION OF NEW ZEALAND (Inc.) OTAGO CENTRE. WINNERS OF COMPETITIONS.: [693, 314, 826, 338]
